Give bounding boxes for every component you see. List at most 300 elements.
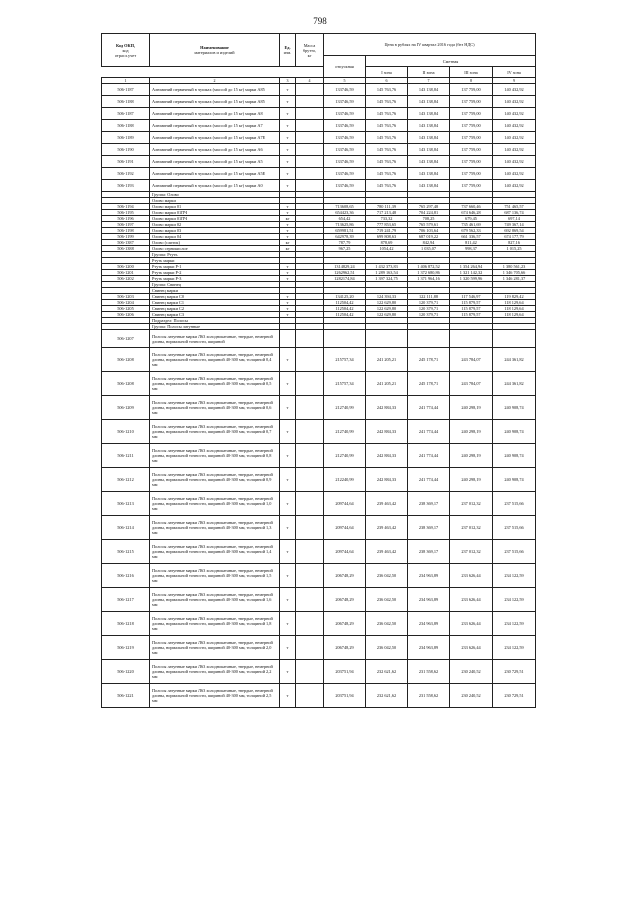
name-cell: Алюминий первичный в чушках (массой до 15 кг) марки А85	[150, 96, 280, 108]
zone-1-cell: 878,69	[366, 240, 408, 246]
table-row	[102, 636, 536, 660]
unit-cell: т	[280, 684, 296, 708]
zone-2-cell: 842,94	[408, 240, 450, 246]
zone-2-cell: 238 369,17	[408, 492, 450, 516]
price-cell: 133746,59	[324, 120, 366, 132]
zone-2-cell: 143 138,84	[408, 144, 450, 156]
unit-cell: т	[280, 396, 296, 420]
zone-1-cell	[366, 330, 408, 348]
name-cell: Полосы латунные марки Л63 холоднокатаные, твердые, немерной длины, нормальной точности, шириной 40-300 мм, толщиной 0,8 мм	[150, 444, 280, 468]
mass-cell	[296, 564, 324, 588]
unit-cell: т	[280, 204, 296, 210]
code-cell: 506-1195	[102, 210, 150, 216]
zone-3-cell: 230 240,52	[450, 660, 493, 684]
name-cell: Полосы латунные марки Л63 холоднокатаные, твердые, немерной длины, нормальной точности, шириной 40-300 мм, толщиной 2,0 мм	[150, 636, 280, 660]
price-cell: 212740,99	[324, 420, 366, 444]
price-cell: 1262962,51	[324, 270, 366, 276]
zone-1-cell: 241 205,21	[366, 372, 408, 396]
zone-2-cell: 231 558,62	[408, 660, 450, 684]
zone-4-cell: 234 122,59	[493, 564, 536, 588]
col-num: 8	[450, 78, 493, 84]
code-cell: 506-1214	[102, 516, 150, 540]
zone-2-cell: 708,25	[408, 216, 450, 222]
group-name: Ртуть марки	[150, 258, 280, 264]
unit-cell: т	[280, 300, 296, 306]
col-num: 9	[493, 78, 536, 84]
table-row	[102, 612, 536, 636]
price-cell: 212240,99	[324, 468, 366, 492]
unit-cell: т	[280, 420, 296, 444]
col-num: 5	[324, 78, 366, 84]
name-cell: Свинец марки С0	[150, 294, 280, 300]
zone-3-cell: 243 784,07	[450, 372, 493, 396]
table-body	[102, 84, 536, 708]
zone-1-cell: 717 213,48	[366, 210, 408, 216]
page-number: 798	[313, 16, 327, 26]
zone-4-cell: 674 177,79	[493, 234, 536, 240]
zone-1-cell: 232 621,62	[366, 660, 408, 684]
zone-2-cell: 120 379,71	[408, 300, 450, 306]
zone-3-cell: 1 354 264,94	[450, 264, 493, 270]
zone-3-cell: 240 298,19	[450, 396, 493, 420]
zone-4-cell: 244 361,82	[493, 372, 536, 396]
name-cell: Олово марки 04	[150, 234, 280, 240]
zone-1-cell: 242 884,33	[366, 396, 408, 420]
header-code: Код ОКП, код отрасл.учет	[102, 34, 150, 67]
zone-3-cell: 137 759,00	[450, 144, 493, 156]
zone-1-cell: 122 629,80	[366, 306, 408, 312]
price-cell: 713625,86	[324, 222, 366, 228]
name-cell: Полосы латунные марки Л63 холоднокатаные, твердые, немерной длины, нормальной точности, шириной 40-300 мм, толщиной 1,3 мм	[150, 516, 280, 540]
unit-cell: т	[280, 660, 296, 684]
zone-1-cell: 239 463,42	[366, 516, 408, 540]
zone-4-cell: 234 122,59	[493, 612, 536, 636]
zone-2-cell: 1 406 872,52	[408, 264, 450, 270]
zone-4-cell	[493, 330, 536, 348]
table-row	[102, 660, 536, 684]
zone-3-cell: 233 626,44	[450, 612, 493, 636]
zone-1-cell: 232 621,62	[366, 684, 408, 708]
mass-cell	[296, 540, 324, 564]
zone-2-cell: 143 138,84	[408, 84, 450, 96]
zone-3-cell: 240 298,19	[450, 468, 493, 492]
code-cell: 506-1188	[102, 120, 150, 132]
zone-2-cell	[408, 330, 450, 348]
unit-cell: т	[280, 468, 296, 492]
zone-3-cell: 737 660,46	[450, 204, 493, 210]
code-cell: 506-1207	[102, 330, 150, 348]
zone-1-cell: 1 432 373,83	[366, 264, 408, 270]
table-row	[102, 516, 536, 540]
zone-3-cell: 735 461,69	[450, 222, 493, 228]
price-cell: 212740,99	[324, 396, 366, 420]
mass-cell	[296, 420, 324, 444]
price-cell: 133746,59	[324, 144, 366, 156]
zone-1-cell: 241 205,21	[366, 348, 408, 372]
name-cell: Полосы латунные марки Л63 холоднокатаные, твердые, немерной длины, нормальной точности, шириной	[150, 330, 280, 348]
zone-3-cell	[450, 330, 493, 348]
name-cell: Олово марки 01ПЧ	[150, 216, 280, 222]
header-unit: Ед. изм.	[280, 34, 296, 67]
zone-4-cell: 687 136,74	[493, 210, 536, 216]
zone-4-cell: 237 515,66	[493, 492, 536, 516]
zone-2-cell: 241 774,44	[408, 444, 450, 468]
zone-3-cell: 233 626,44	[450, 564, 493, 588]
code-cell: 506-1218	[102, 612, 150, 636]
price-cell: 212740,99	[324, 444, 366, 468]
zone-2-cell: 143 138,84	[408, 108, 450, 120]
mass-cell	[296, 132, 324, 144]
code-cell: 506-1200	[102, 264, 150, 270]
zone-4-cell: 1 346 705,66	[493, 270, 536, 276]
zone-3-cell: 1 321 142,32	[450, 270, 493, 276]
zone-2-cell: 143 138,84	[408, 132, 450, 144]
name-cell: Олово марки 01ПЧ	[150, 210, 280, 216]
mass-cell	[296, 468, 324, 492]
name-cell: Полосы латунные марки Л63 холоднокатаные, твердые, немерной длины, нормальной точности, шириной 40-300 мм, толщиной 1,4 мм	[150, 540, 280, 564]
mass-cell	[296, 330, 324, 348]
code-cell: 506-1194	[102, 204, 150, 210]
zone-4-cell: 237 515,66	[493, 516, 536, 540]
col-num: 7	[408, 78, 450, 84]
zone-1-cell: 145 763,76	[366, 96, 408, 108]
unit-cell	[280, 330, 296, 348]
zone-4-cell: 240 908,74	[493, 420, 536, 444]
table-row	[102, 96, 536, 108]
zone-4-cell: 1 015,25	[493, 246, 536, 252]
name-cell: Алюминий первичный в чушках (массой до 15 кг) марки А85	[150, 84, 280, 96]
unit-cell: кг	[280, 216, 296, 222]
zone-4-cell: 118 129,64	[493, 312, 536, 318]
zone-2-cell: 238 369,17	[408, 540, 450, 564]
mass-cell	[296, 96, 324, 108]
zone-4-cell: 140 432,92	[493, 132, 536, 144]
zone-1-cell: 124 394,33	[366, 294, 408, 300]
code-cell: 506-1219	[102, 636, 150, 660]
zone-2-cell: 143 138,84	[408, 120, 450, 132]
zone-2-cell: 687 019,22	[408, 234, 450, 240]
zone-2-cell: 143 138,84	[408, 168, 450, 180]
zone-2-cell: 234 963,89	[408, 564, 450, 588]
zone-1-cell: 699 808,63	[366, 234, 408, 240]
zone-3-cell: 674 646,28	[450, 210, 493, 216]
zone-3-cell: 115 879,57	[450, 312, 493, 318]
zone-2-cell: 120 379,71	[408, 312, 450, 318]
zone-1-cell: 777 853,65	[366, 222, 408, 228]
col-num: 1	[102, 78, 150, 84]
header-name: Наименование материалов и изделий	[150, 34, 280, 67]
unit-cell: т	[280, 180, 296, 192]
zone-1-cell: 145 763,76	[366, 120, 408, 132]
price-cell: 659981,51	[324, 228, 366, 234]
code-cell: 506-1187	[102, 84, 150, 96]
group-name: Группа: Ртуть	[150, 252, 280, 258]
name-cell: Полосы латунные марки Л63 холоднокатаные, твердые, немерной длины, нормальной точности, шириной 40-300 мм, толщиной 0,9 мм	[150, 468, 280, 492]
unit-cell: т	[280, 270, 296, 276]
price-cell: 967,25	[324, 246, 366, 252]
zone-4-cell: 119 829,42	[493, 294, 536, 300]
zone-3-cell: 117 546,97	[450, 294, 493, 300]
price-cell: 133746,59	[324, 180, 366, 192]
zone-2-cell: 241 774,44	[408, 396, 450, 420]
zone-3-cell: 137 759,00	[450, 132, 493, 144]
name-cell: Полосы латунные марки Л63 холоднокатаные, твердые, немерной длины, нормальной точности, шириной 40-300 мм, толщиной 1,0 мм	[150, 492, 280, 516]
name-cell: Полосы латунные марки Л63 холоднокатаные, твердые, немерной длины, нормальной точности, шириной 40-300 мм, толщиной 2,2 мм	[150, 660, 280, 684]
code-cell: 506-1211	[102, 444, 150, 468]
zone-1-header: I зона	[366, 67, 408, 78]
unit-cell: т	[280, 516, 296, 540]
header-vydacha: отпускная	[324, 56, 366, 78]
table-row	[102, 420, 536, 444]
code-cell: 506-1203	[102, 294, 150, 300]
zone-2-cell: 120 379,71	[408, 306, 450, 312]
price-cell: 203751,94	[324, 660, 366, 684]
unit-cell: т	[280, 612, 296, 636]
unit-cell: т	[280, 144, 296, 156]
unit-cell: т	[280, 348, 296, 372]
price-cell: 133746,59	[324, 168, 366, 180]
zone-4-cell: 140 432,92	[493, 96, 536, 108]
zone-4-cell: 1 346 281,37	[493, 276, 536, 282]
zone-3-cell: 137 759,00	[450, 84, 493, 96]
code-cell: 506-1215	[102, 540, 150, 564]
table-row	[102, 108, 536, 120]
zone-4-cell: 244 361,82	[493, 348, 536, 372]
zone-3-cell: 240 298,19	[450, 444, 493, 468]
name-cell: Полосы латунные марки Л63 холоднокатаные, твердые, немерной длины, нормальной точности, шириной 40-300 мм, толщиной 2,5 мм	[150, 684, 280, 708]
unit-cell: т	[280, 264, 296, 270]
zone-4-cell: 1 380 561,23	[493, 264, 536, 270]
zone-1-cell: 122 629,80	[366, 300, 408, 306]
name-cell: Алюминий первичный в чушках (массой до 15 кг) марки А0	[150, 180, 280, 192]
code-cell: 506-1202	[102, 276, 150, 282]
name-cell: Свинец марки С3	[150, 312, 280, 318]
price-table	[101, 33, 536, 708]
code-cell: 506-1212	[102, 468, 150, 492]
zone-3-cell: 240 298,19	[450, 420, 493, 444]
unit-cell: т	[280, 228, 296, 234]
name-cell: Полосы латунные марки Л63 холоднокатаные, твердые, немерной длины, нормальной точности, шириной 40-300 мм, толщиной 0,6 мм	[150, 396, 280, 420]
table-row	[102, 168, 536, 180]
code-cell: 506-1192	[102, 168, 150, 180]
zone-2-cell: 245 178,71	[408, 372, 450, 396]
name-cell: Полосы латунные марки Л63 холоднокатаные, твердые, немерной длины, нормальной точности, шириной 40-300 мм, толщиной 1,6 мм	[150, 588, 280, 612]
mass-cell	[296, 168, 324, 180]
code-cell: 506-1201	[102, 270, 150, 276]
zone-4-cell: 240 908,74	[493, 396, 536, 420]
name-cell: Свинец марки С1	[150, 300, 280, 306]
zone-3-cell: 137 759,00	[450, 96, 493, 108]
zone-1-cell: 145 763,76	[366, 132, 408, 144]
zone-3-cell: 137 759,00	[450, 180, 493, 192]
zone-4-cell: 140 432,92	[493, 84, 536, 96]
zone-4-cell: 240 908,74	[493, 468, 536, 492]
unit-cell: т	[280, 372, 296, 396]
unit-cell: т	[280, 636, 296, 660]
mass-cell	[296, 660, 324, 684]
unit-cell: т	[280, 132, 296, 144]
zone-3-cell: 237 012,32	[450, 516, 493, 540]
code-cell: 506-1220	[102, 660, 150, 684]
name-cell: Ртуть марки Р-1	[150, 264, 280, 270]
code-cell: 506-1199	[102, 234, 150, 240]
zone-4-cell: 140 432,92	[493, 144, 536, 156]
name-cell: Полосы латунные марки Л63 холоднокатаные, твердые, немерной длины, нормальной точности, шириной 40-300 мм, толщиной 1,8 мм	[150, 612, 280, 636]
price-cell: 206748,29	[324, 612, 366, 636]
price-cell: 112504,42	[324, 300, 366, 306]
mass-cell	[296, 684, 324, 708]
unit-cell: т	[280, 294, 296, 300]
unit-cell: т	[280, 306, 296, 312]
zone-4-header: IV зона	[493, 67, 536, 78]
zone-2-cell: 1 371 964,16	[408, 276, 450, 282]
zone-2-header: II зона	[408, 67, 450, 78]
zone-3-cell: 811,42	[450, 240, 493, 246]
code-cell: 506-1193	[102, 180, 150, 192]
table-row	[102, 144, 536, 156]
zone-3-cell: 998,37	[450, 246, 493, 252]
mass-cell	[296, 612, 324, 636]
zone-4-cell: 140 432,92	[493, 156, 536, 168]
name-cell: Олово (слиток)	[150, 240, 280, 246]
name-cell: Алюминий первичный в чушках (массой до 15 кг) марки А6	[150, 144, 280, 156]
name-cell: Алюминий первичный в чушках (массой до 15 кг) марки А7	[150, 120, 280, 132]
unit-cell: т	[280, 276, 296, 282]
price-cell: 209744,64	[324, 540, 366, 564]
price-cell: 133746,59	[324, 96, 366, 108]
zone-4-cell: 751 465,57	[493, 204, 536, 210]
zone-4-cell: 118 129,64	[493, 300, 536, 306]
name-cell: Ртуть марки Р-2	[150, 270, 280, 276]
zone-4-cell: 749 367,14	[493, 222, 536, 228]
zone-1-cell: 236 042,50	[366, 564, 408, 588]
price-cell: 642978,39	[324, 234, 366, 240]
price-cell: 134125,20	[324, 294, 366, 300]
table-row	[102, 492, 536, 516]
group-name: Группа: Олово	[150, 192, 280, 198]
zone-2-cell: 122 111,88	[408, 294, 450, 300]
price-cell: 654,42	[324, 216, 366, 222]
zone-1-cell: 239 463,42	[366, 540, 408, 564]
zone-3-cell: 137 759,00	[450, 120, 493, 132]
zone-2-cell: 765 297,48	[408, 204, 450, 210]
unit-cell: т	[280, 222, 296, 228]
price-cell: 654423,36	[324, 210, 366, 216]
price-cell: 133746,59	[324, 84, 366, 96]
price-cell: 209744,64	[324, 516, 366, 540]
col-num: 3	[280, 78, 296, 84]
zone-3-cell: 115 879,57	[450, 306, 493, 312]
table-row	[102, 444, 536, 468]
zone-3-cell: 679,45	[450, 216, 493, 222]
code-cell: 506-1197	[102, 222, 150, 228]
unit-cell: т	[280, 210, 296, 216]
code-cell: 506-1187	[102, 108, 150, 120]
name-cell: Полосы латунные марки Л63 холоднокатаные, твердые, немерной длины, нормальной точности, шириной 40-300 мм, толщиной 0,7 мм	[150, 420, 280, 444]
table-header	[102, 34, 536, 84]
unit-cell: т	[280, 168, 296, 180]
table-row	[102, 396, 536, 420]
name-cell: Алюминий первичный в чушках (массой до 15 кг) марки А5	[150, 156, 280, 168]
mass-cell	[296, 348, 324, 372]
unit-cell: т	[280, 84, 296, 96]
zone-4-cell: 230 729,51	[493, 684, 536, 708]
zone-2-cell: 234 963,89	[408, 612, 450, 636]
col-num: 2	[150, 78, 280, 84]
unit-cell: т	[280, 156, 296, 168]
zone-3-cell: 237 012,32	[450, 540, 493, 564]
zone-2-cell: 234 963,89	[408, 636, 450, 660]
name-cell: Олово сернокислое	[150, 246, 280, 252]
code-cell: 506-1217	[102, 588, 150, 612]
table-row	[102, 348, 536, 372]
zone-1-cell: 1054,42	[366, 246, 408, 252]
zone-2-cell: 1 035,07	[408, 246, 450, 252]
zone-4-cell: 697,14	[493, 216, 536, 222]
group-name: Группа: Свинец	[150, 282, 280, 288]
name-cell: Свинец марки С2	[150, 306, 280, 312]
code-cell: 506-1210	[102, 420, 150, 444]
zone-3-cell: 230 240,52	[450, 684, 493, 708]
price-cell: 713608,65	[324, 204, 366, 210]
mass-cell	[296, 144, 324, 156]
header-price-title: Цена в рублях на IV квартал 2016 года (без НДС)	[324, 34, 536, 56]
zone-3-cell: 233 626,44	[450, 636, 493, 660]
zone-1-cell: 236 042,50	[366, 636, 408, 660]
table-row	[102, 120, 536, 132]
zone-2-cell: 1 372 680,86	[408, 270, 450, 276]
code-cell: 506-1206	[102, 312, 150, 318]
price-cell: 1282174,84	[324, 276, 366, 282]
mass-cell	[296, 120, 324, 132]
header-mass: Масса брутто, кг	[296, 34, 324, 67]
zone-1-cell: 719 241,79	[366, 228, 408, 234]
col-num: 6	[366, 78, 408, 84]
mass-cell	[296, 588, 324, 612]
zone-2-cell: 241 774,44	[408, 420, 450, 444]
zone-2-cell: 231 558,62	[408, 684, 450, 708]
unit-cell: т	[280, 108, 296, 120]
price-cell: 203751,94	[324, 684, 366, 708]
name-cell: Ртуть марки Р-3	[150, 276, 280, 282]
zone-2-cell: 143 138,84	[408, 180, 450, 192]
zone-4-cell: 240 908,74	[493, 444, 536, 468]
zone-1-cell: 122 629,80	[366, 312, 408, 318]
table-row	[102, 132, 536, 144]
zone-2-cell: 704 224,81	[408, 210, 450, 216]
code-cell: 506-1208	[102, 372, 150, 396]
name-cell: Алюминий первичный в чушках (массой до 15 кг) марки А5Е	[150, 168, 280, 180]
code-cell: 506-1216	[102, 564, 150, 588]
unit-cell: кг	[280, 240, 296, 246]
unit-cell: т	[280, 312, 296, 318]
price-cell: 133746,59	[324, 108, 366, 120]
unit-cell: т	[280, 588, 296, 612]
zone-1-cell: 780 111,39	[366, 204, 408, 210]
table-row	[102, 468, 536, 492]
mass-cell	[296, 396, 324, 420]
unit-cell: т	[280, 492, 296, 516]
zone-header-row	[102, 67, 536, 78]
table-row	[102, 564, 536, 588]
code-cell: 506-1204	[102, 300, 150, 306]
zone-3-cell: 661 336,57	[450, 234, 493, 240]
code-cell: 506-1188	[102, 96, 150, 108]
price-cell: 206748,29	[324, 564, 366, 588]
code-cell: 506-1198	[102, 228, 150, 234]
unit-cell: т	[280, 96, 296, 108]
col-num: 4	[296, 78, 324, 84]
